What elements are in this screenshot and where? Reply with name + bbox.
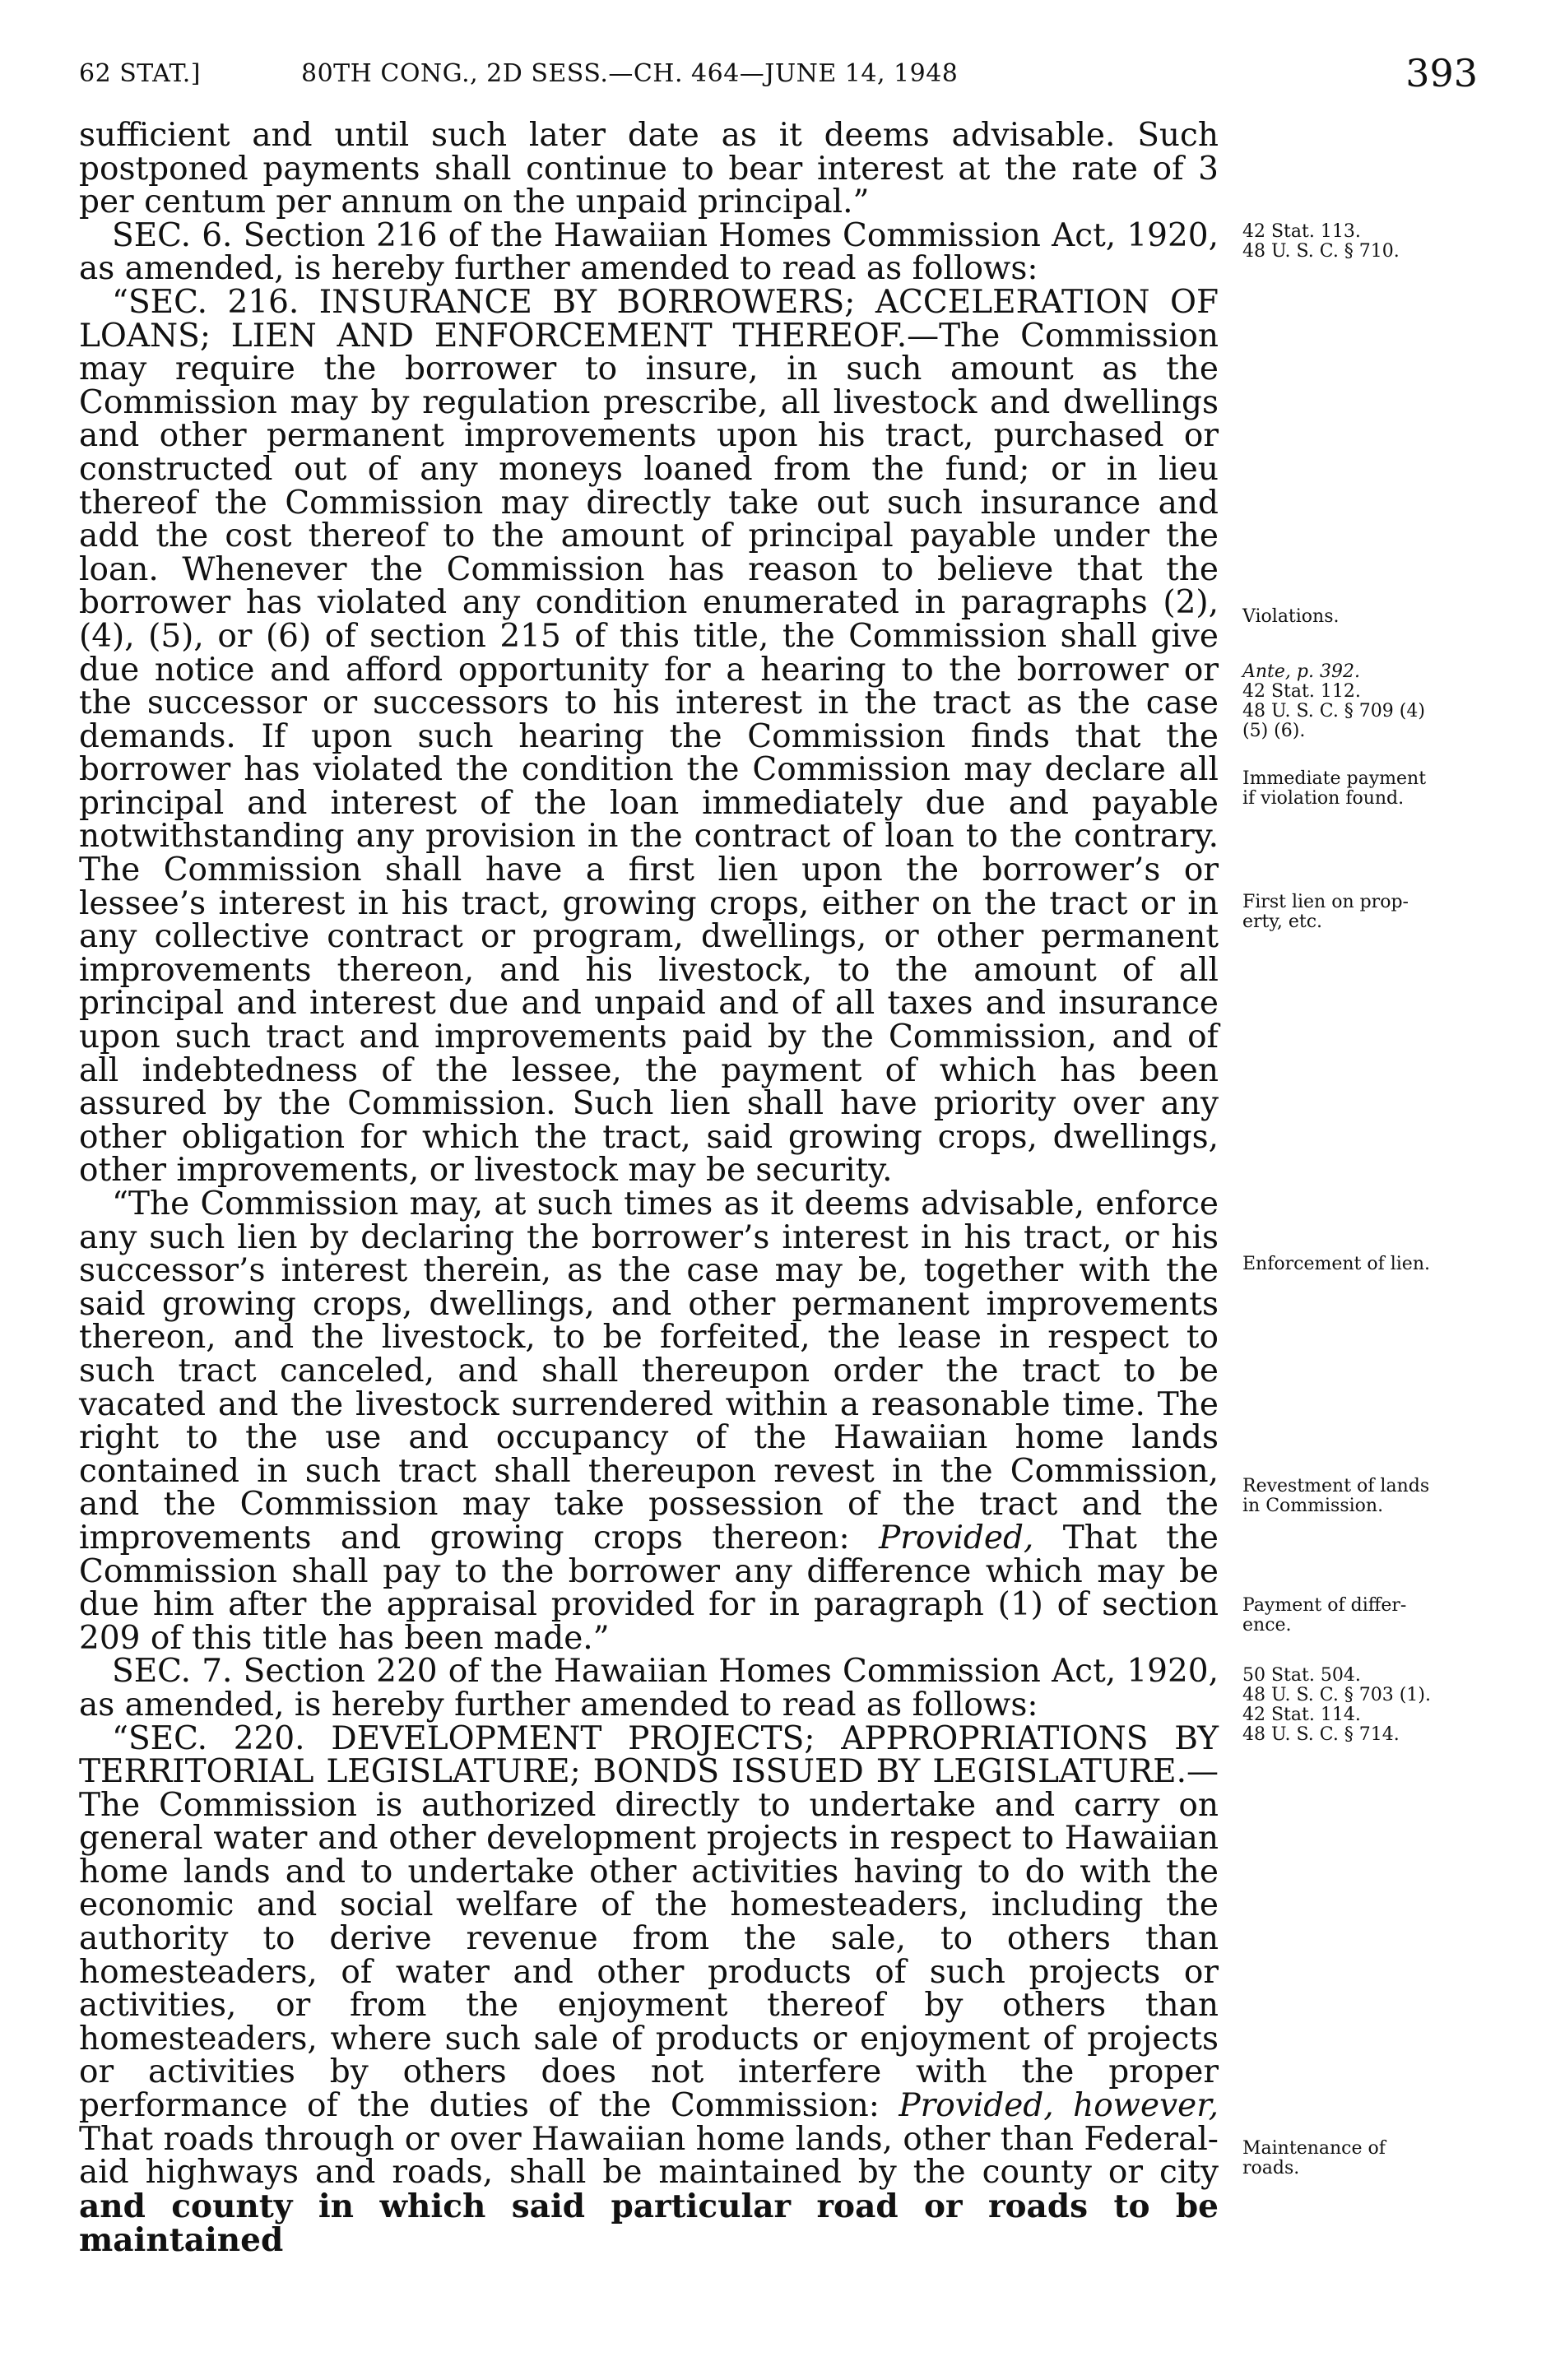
margin-note-enforcement <box>1242 1255 1539 1274</box>
margin-note-maintenance <box>1242 2139 1539 2178</box>
margin-line: First lien on prop- <box>1242 892 1409 912</box>
section-220-body-a: —The Commission is authorized directly to undertake and carry on general water and other development projects in respect to Hawaiian home lands and to undertake other activities having to do with the economic and social welfare of the homesteaders, including the authority to derive revenue from the sale, to others than homesteaders, of water and other products of such projects or activities, or from the enjoyment thereof by others than homesteaders, where such sale of products or enjoyment of projects or activities by others does not interfere with the proper performance of the duties of the Commission: <box>79 1753 1219 2125</box>
margin-note-ante <box>1242 662 1539 741</box>
margin-line: Violations. <box>1242 606 1340 627</box>
margin-line: (5) (6). <box>1242 721 1306 741</box>
margin-note-violations <box>1242 607 1539 627</box>
margin-line: Ante, p. 392. <box>1242 661 1360 682</box>
margin-note-payment-difference <box>1242 1596 1539 1635</box>
page-header <box>79 51 1478 109</box>
margin-line: 48 U. S. C. § 703 (1). <box>1242 1685 1431 1705</box>
statute-volume: 62 STAT.] <box>79 59 201 88</box>
page-number: 393 <box>1405 51 1478 95</box>
margin-note-first-lien <box>1242 893 1539 932</box>
margin-line: 48 U. S. C. § 709 (4) <box>1242 701 1425 721</box>
margin-note-revestment <box>1242 1477 1539 1516</box>
section-216-body: —The Commission may require the borrower to insure, in such amount as the Commission may by regulation prescribe, all livestock and dwellings and other permanent improvements upon his tract, purchased or constructed out of any moneys loaned from the fund; or in lieu thereof the Commission may directly take out such insurance and add the cost thereof to the amount of principal payable under the loan. Whenever the Commission has reason to believe that the borrower has violated any condition enumerated in paragraphs (2), (4), (5), or (6) of section 215 of this title, the Commission shall give due notice and afford opportunity for a hearing to the borrower or the successor or successors to his interest in the tract as the case demands. If upon such hearing the Commission finds that the borrower has violated the condition the Commission may declare all principal and interest of the loan immediately due and payable notwithstanding any provision in the contract of loan to the contrary. The Commission shall have a first lien upon the borrower’s or lessee’s interest in his tract, growing crops, either on the tract or in any collective contract or program, dwellings, or other permanent improvements thereon, and his livestock, to the amount of all principal and interest due and unpaid and of all taxes and insurance upon such tract and improvements paid by the Commission, and of all indebtedness of the lessee, the payment of which has been assured by the Commission. Such lien shall have priority over any other obligation for which the tract, said growing crops, dwellings, other improvements, or livestock may be security. <box>79 317 1219 1190</box>
section-220-body-bold: and county in which said particular road or roads to be maintained <box>79 2187 1219 2260</box>
enforcement-paragraph <box>79 1185 1219 1657</box>
margin-line: 42 Stat. 114. <box>1242 1705 1361 1725</box>
proviso-however-italic: Provided, however, <box>899 2087 1219 2125</box>
section-216-heading: “SEC. 216. INSURANCE BY BORROWERS; ACCELERATION OF LOANS; LIEN AND ENFORCEMENT THEREOF. <box>79 283 1219 355</box>
margin-line: 48 U. S. C. § 714. <box>1242 1724 1400 1745</box>
margin-line: 42 Stat. 113. <box>1242 221 1361 242</box>
body-text <box>79 119 1219 2258</box>
margin-line: Immediate payment <box>1242 768 1427 789</box>
paragraph-continuation: sufficient and until such later date as it deems advisable. Such postponed payments shall continue to bear interest at the rate of 3 per centum per annum on the unpaid principal.” <box>79 117 1219 221</box>
enforcement-text-b: That the Commission shall pay to the borrower any difference which may be due him after the appraisal provided for in paragraph (1) of section 209 of this title has been made.” <box>79 1519 1219 1657</box>
running-head: 80TH CONG., 2D SESS.—CH. 464—JUNE 14, 1948 <box>301 59 959 88</box>
margin-line: if violation found. <box>1242 788 1405 809</box>
margin-note-immediate-payment <box>1242 769 1539 809</box>
section-220-text <box>79 1719 1219 2260</box>
margin-line: ence. <box>1242 1615 1292 1635</box>
margin-line: 48 U. S. C. § 710. <box>1242 241 1400 262</box>
margin-line: Enforcement of lien. <box>1242 1254 1430 1274</box>
margin-line: 42 Stat. 112. <box>1242 681 1361 702</box>
section-220-heading: “SEC. 220. DEVELOPMENT PROJECTS; APPROPRIATIONS BY TERRITORIAL LEGISLATURE; BONDS ISSUED BY LEGISLATURE. <box>79 1719 1219 1791</box>
section-216-text <box>79 283 1219 1190</box>
margin-note-stat-113 <box>1242 222 1539 262</box>
margin-note-stat-504 <box>1242 1666 1539 1745</box>
margin-line: in Commission. <box>1242 1496 1384 1516</box>
section-7-intro: SEC. 7. Section 220 of the Hawaiian Homes Commission Act, 1920, as amended, is hereby further amended to read as follows: <box>79 1653 1219 1724</box>
enforcement-text-a: “The Commission may, at such times as it deems advisable, enforce any such lien by declaring the borrower’s interest in his tract, or his successor’s interest therein, as the case may be, together with the said growing crops, dwellings, and other permanent improvements thereon, and the livestock, to be forfeited, the lease in respect to such tract canceled, and shall thereupon order the tract to be vacated and the livestock surrendered within a reasonable time. The right to the use and occupancy of the Hawaiian home lands contained in such tract shall thereupon revest in the Commission, and the Commission may take possession of the tract and the improvements and growing crops thereon: <box>79 1185 1219 1557</box>
margin-line: 50 Stat. 504. <box>1242 1665 1361 1686</box>
margin-line: roads. <box>1242 2158 1300 2178</box>
margin-line: erty, etc. <box>1242 912 1323 932</box>
section-6-intro: SEC. 6. Section 216 of the Hawaiian Homes Commission Act, 1920, as amended, is hereby further amended to read as follows: <box>79 216 1219 288</box>
section-220-body-b: That roads through or over Hawaiian home lands, other than Federal-aid highways and roads, shall be maintained by the county or city <box>79 2120 1219 2192</box>
margin-line: Payment of differ- <box>1242 1595 1407 1616</box>
margin-line: Maintenance of <box>1242 2138 1386 2159</box>
proviso-italic: Provided, <box>879 1519 1034 1557</box>
margin-line: Revestment of lands <box>1242 1476 1430 1496</box>
